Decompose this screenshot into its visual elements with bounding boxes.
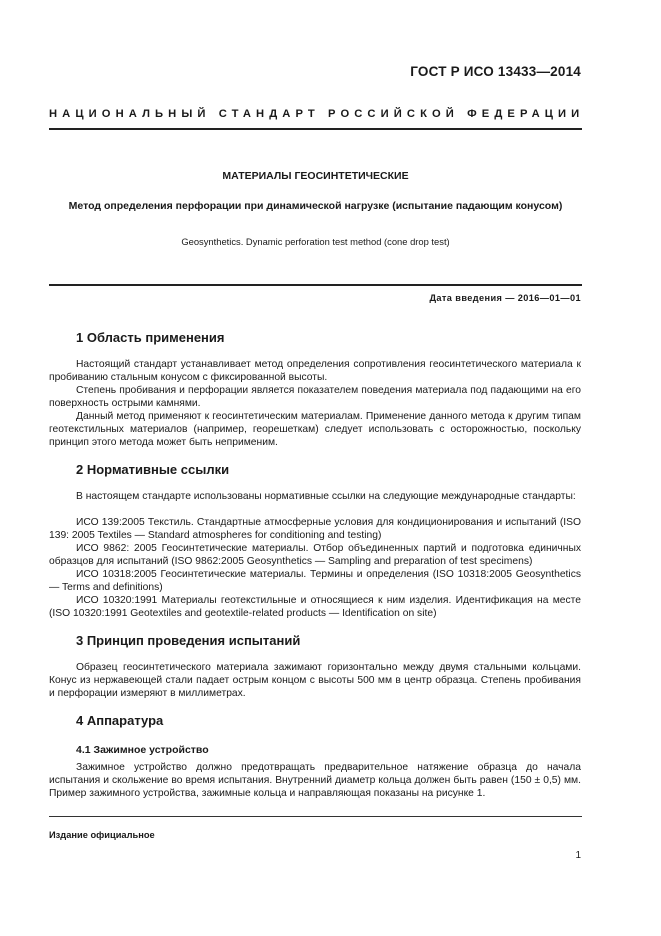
section-4-heading: 4 Аппаратура [76,713,164,728]
section-2-reference-iso-139: ИСО 139:2005 Текстиль. Стандартные атмосферные условия для кондиционирования и испытаний (ISO 139: 2005 Textiles — Standard atmospheres for conditioning and testing) [49,517,581,542]
official-edition-note: Издание официальное [49,830,155,840]
section-2-reference-iso-10320: ИСО 10320:1991 Материалы геотекстильные и относящиеся к ним изделия. Идентификация на месте (ISO 10320:1991 Geotextiles and geotextile-related products — Identification on site) [49,595,581,620]
document-code: ГОСТ Р ИСО 13433—2014 [410,64,581,79]
document-title: МАТЕРИАЛЫ ГЕОСИНТЕТИЧЕСКИЕ [222,170,409,182]
section-2-paragraph-1: В настоящем стандарте использованы нормативные ссылки на следующие международные стандарты: [76,491,576,502]
section-3-heading: 3 Принцип проведения испытаний [76,633,301,648]
introduction-date: Дата введения — 2016—01—01 [429,293,581,303]
section-1-heading: 1 Область применения [76,330,225,345]
section-3-paragraph-1: Образец геосинтетического материала зажимают горизонтально между двумя стальными кольцами. Конус из нержавеющей стали падает острым концом с высоты 500 мм в центр образца. Степень пробивания и перфорации измеряют в миллиметрах. [49,662,581,700]
section-2-reference-iso-9862: ИСО 9862: 2005 Геосинтетические материалы. Отбор объединенных партий и подготовка единичных образцов для испытаний (ISO 9862:2005 Geosynthetics — Sampling and preparation of test specimens) [49,543,581,568]
english-title: Geosynthetics. Dynamic perforation test method (cone drop test) [181,236,450,247]
national-standard-banner: НАЦИОНАЛЬНЫЙ СТАНДАРТ РОССИЙСКОЙ ФЕДЕРАЦИИ [49,108,585,120]
title-divider [49,284,582,286]
section-4-1-paragraph-1: Зажимное устройство должно предотвращать предварительное натяжение образца до начала испытания и скольжение во время испытания. Внутренний диаметр кольца должен быть равен (150 ± 0,5) мм. Пример зажимного устройства, зажимные кольца и направляющая показаны на рисунке 1. [49,762,581,800]
section-2-heading: 2 Нормативные ссылки [76,462,230,477]
section-1-paragraph-2: Степень пробивания и перфорации является показателем поведения материала под падающими на его поверхность острыми камнями. [49,385,581,410]
header-divider [49,128,582,130]
section-1-paragraph-1: Настоящий стандарт устанавливает метод определения сопротивления геосинтетического материала к пробиванию стальным конусом с фиксированной высоты. [49,359,581,384]
section-2-reference-iso-10318: ИСО 10318:2005 Геосинтетические материалы. Термины и определения (ISO 10318:2005 Geosynthetics — Terms and definitions) [49,569,581,594]
section-4-1-heading: 4.1 Зажимное устройство [76,744,209,756]
footer-divider [49,816,582,817]
section-1-paragraph-3: Данный метод применяют к геосинтетическим материалам. Применение данного метода к другим типам геотекстильных материалов (например, георешеткам) следует использовать с осторожностью, поскольку принцип этого метода может быть неприменим. [49,411,581,449]
document-subtitle: Метод определения перфорации при динамической нагрузке (испытание падающим конусом) [68,200,563,212]
page-number: 1 [575,850,581,861]
